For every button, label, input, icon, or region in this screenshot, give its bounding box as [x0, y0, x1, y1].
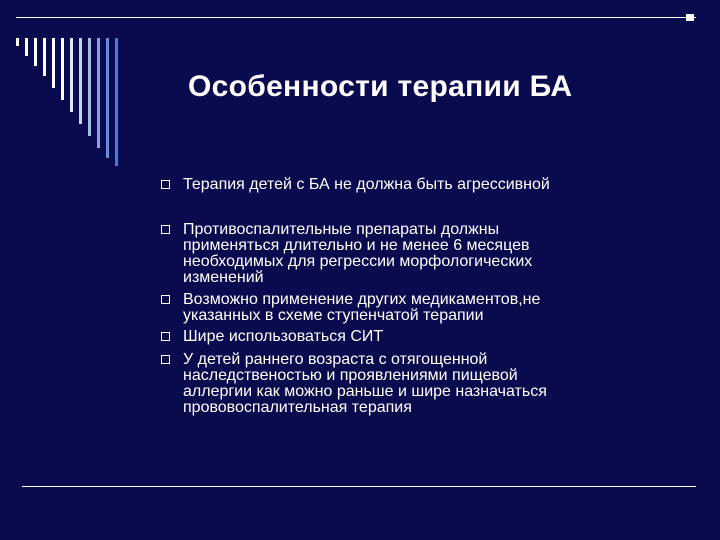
stripe [88, 38, 91, 136]
stripe [106, 38, 109, 158]
stripe [43, 38, 46, 76]
stripe [70, 38, 73, 112]
square-bullet-icon [161, 295, 170, 304]
bottom-divider-line [22, 486, 696, 487]
decorative-stripes [16, 38, 126, 168]
bullet-text: Возможно применение других медикаментов,не указанных в схеме ступенчатой терапии [183, 291, 541, 324]
top-divider-marker [686, 14, 694, 21]
square-bullet-icon [161, 332, 170, 341]
square-bullet-icon [161, 225, 170, 234]
stripe [61, 38, 64, 100]
stripe [79, 38, 82, 124]
slide-title: Особенности терапии БА [188, 70, 573, 103]
bullet-text: Противоспалительные препараты должны применяться длительно и не менее 6 месяцев необходимых для регрессии морфологических изменений [183, 221, 533, 286]
square-bullet-icon [161, 180, 170, 189]
bullet-text: Шире использоваться СИТ [183, 328, 384, 345]
stripe [52, 38, 55, 88]
stripe [25, 38, 28, 56]
stripe [16, 38, 19, 46]
bullet-text: Терапия детей с БА не должна быть агрессивной [183, 176, 550, 193]
bullet-text: У детей раннего возраста с отягощенной наследственостью и проявлениями пищевой аллергии как можно раньше и шире назначаться прововоспалительная терапия [183, 351, 547, 416]
stripe [34, 38, 37, 66]
square-bullet-icon [161, 355, 170, 364]
stripe [115, 38, 118, 166]
stripe [97, 38, 100, 148]
top-divider-line [16, 17, 696, 18]
